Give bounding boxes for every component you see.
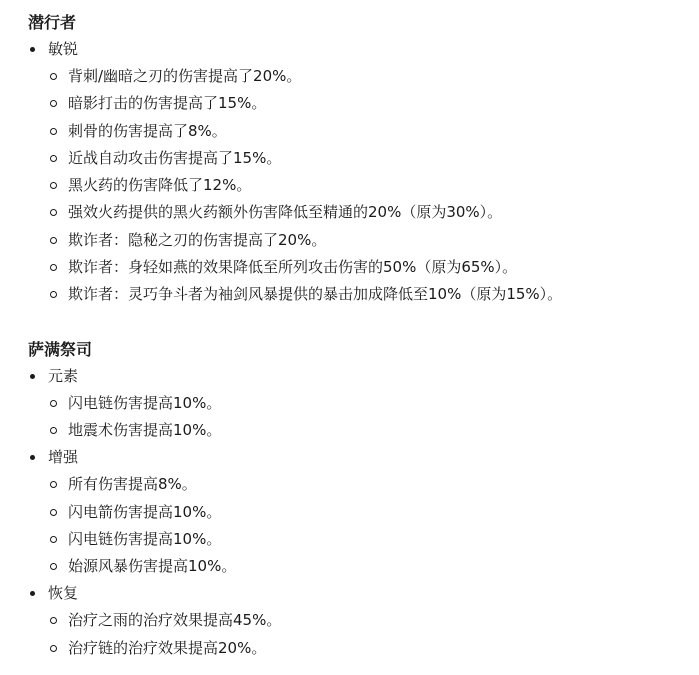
change-item: 暗影打击的伤害提高了15%。: [48, 90, 699, 117]
change-item: 始源风暴伤害提高10%。: [48, 553, 699, 580]
change-item: 治疗之雨的治疗效果提高45%。: [48, 607, 699, 634]
change-list: [48, 63, 699, 309]
category-label: 增强: [48, 448, 79, 467]
change-item: 治疗链的治疗效果提高20%。: [48, 635, 699, 662]
change-item: 欺诈者：隐秘之刃的伤害提高了20%。: [48, 227, 699, 254]
category-subtlety: [28, 36, 699, 309]
change-list: [48, 471, 699, 580]
section-shaman: [28, 337, 699, 662]
change-list: [48, 607, 699, 662]
section-rogue: [28, 10, 699, 309]
category-label: 元素: [48, 366, 79, 385]
category-enhancement: [28, 444, 699, 580]
change-item: 欺诈者：身轻如燕的效果降低至所列攻击伤害的50%（原为65%）。: [48, 254, 699, 281]
change-item: 闪电链伤害提高10%。: [48, 526, 699, 553]
category-elemental: [28, 363, 699, 445]
category-label: 恢复: [48, 584, 79, 603]
category-restoration: [28, 580, 699, 662]
section-title: 潜行者: [28, 13, 77, 32]
change-item: 近战自动攻击伤害提高了15%。: [48, 145, 699, 172]
section-title: 萨满祭司: [28, 339, 93, 359]
change-item: 闪电链伤害提高10%。: [48, 390, 699, 417]
category-list: [28, 363, 699, 662]
change-item: 刺骨的伤害提高了8%。: [48, 118, 699, 145]
change-item: 强效火药提供的黑火药额外伤害降低至精通的20%（原为30%）。: [48, 199, 699, 226]
change-item: 闪电箭伤害提高10%。: [48, 499, 699, 526]
change-list: [48, 390, 699, 445]
change-item: 欺诈者：灵巧争斗者为袖剑风暴提供的暴击加成降低至10%（原为15%）。: [48, 281, 699, 308]
change-item: 背刺/幽暗之刃的伤害提高了20%。: [48, 63, 699, 90]
change-item: 黑火药的伤害降低了12%。: [48, 172, 699, 199]
category-list: [28, 36, 699, 309]
change-item: 所有伤害提高8%。: [48, 471, 699, 498]
category-label: 敏锐: [48, 40, 79, 58]
change-item: 地震术伤害提高10%。: [48, 417, 699, 444]
